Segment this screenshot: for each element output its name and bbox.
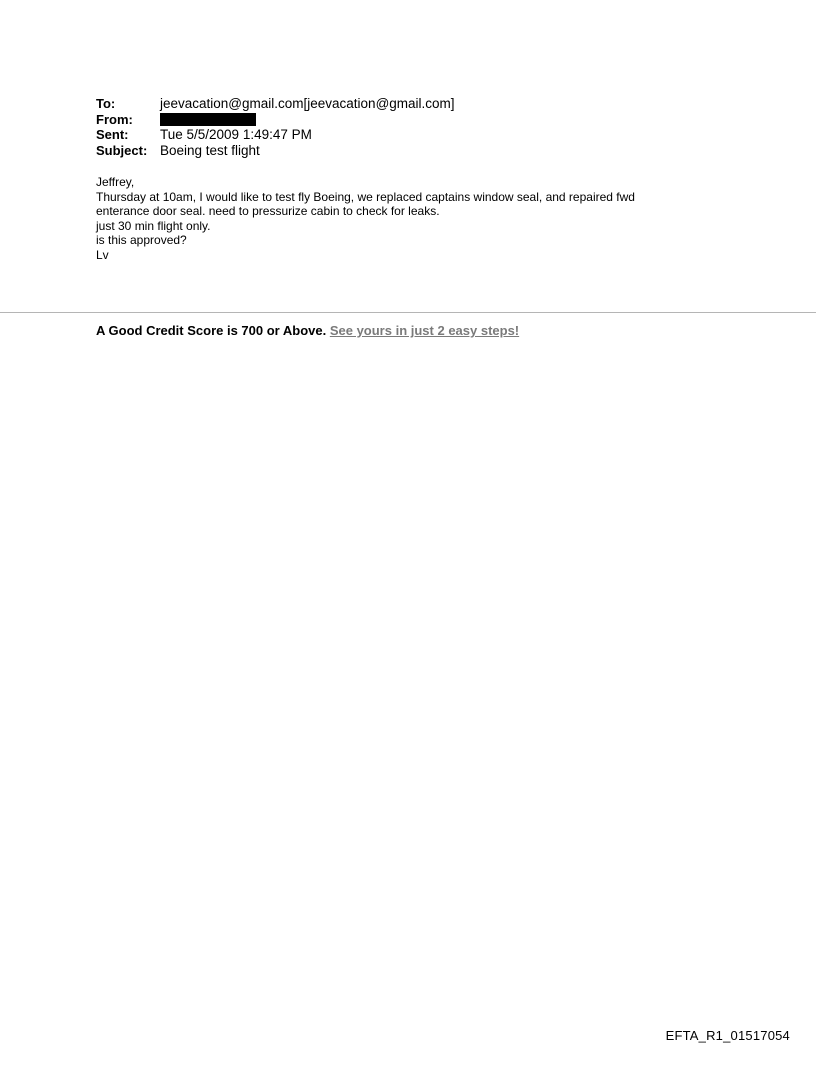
from-row bbox=[96, 112, 455, 128]
ad-text: A Good Credit Score is 700 or Above. bbox=[96, 323, 330, 338]
body-line: just 30 min flight only. bbox=[96, 218, 211, 233]
body-line: Thursday at 10am, I would like to test fly Boeing, we replaced captains window seal, and repaired fwd bbox=[96, 189, 635, 204]
body-line: enterance door seal. need to pressurize cabin to check for leaks. bbox=[96, 204, 440, 218]
credit-score-ad bbox=[96, 323, 519, 338]
sent-value: Tue 5/5/2009 1:49:47 PM bbox=[160, 127, 312, 142]
to-row bbox=[96, 96, 455, 112]
subject-label: Subject: bbox=[96, 142, 148, 158]
subject-row bbox=[96, 143, 455, 159]
body-line: is this approved? bbox=[96, 233, 187, 247]
sent-row bbox=[96, 127, 455, 143]
document-id: EFTA_R1_01517054 bbox=[665, 1028, 790, 1043]
subject-value: Boeing test flight bbox=[160, 142, 260, 158]
body-line: Jeffrey, bbox=[96, 175, 135, 189]
body-line: Lv bbox=[96, 247, 109, 262]
to-label: To: bbox=[96, 96, 116, 111]
email-body bbox=[96, 175, 736, 262]
email-header bbox=[96, 96, 455, 158]
sent-label: Sent: bbox=[96, 127, 129, 142]
to-value: jeevacation@gmail.com[jeevacation@gmail.com] bbox=[160, 96, 455, 111]
redaction-block bbox=[160, 113, 256, 126]
from-label: From: bbox=[96, 111, 133, 127]
ad-link[interactable]: See yours in just 2 easy steps! bbox=[329, 323, 520, 338]
divider bbox=[0, 312, 816, 313]
